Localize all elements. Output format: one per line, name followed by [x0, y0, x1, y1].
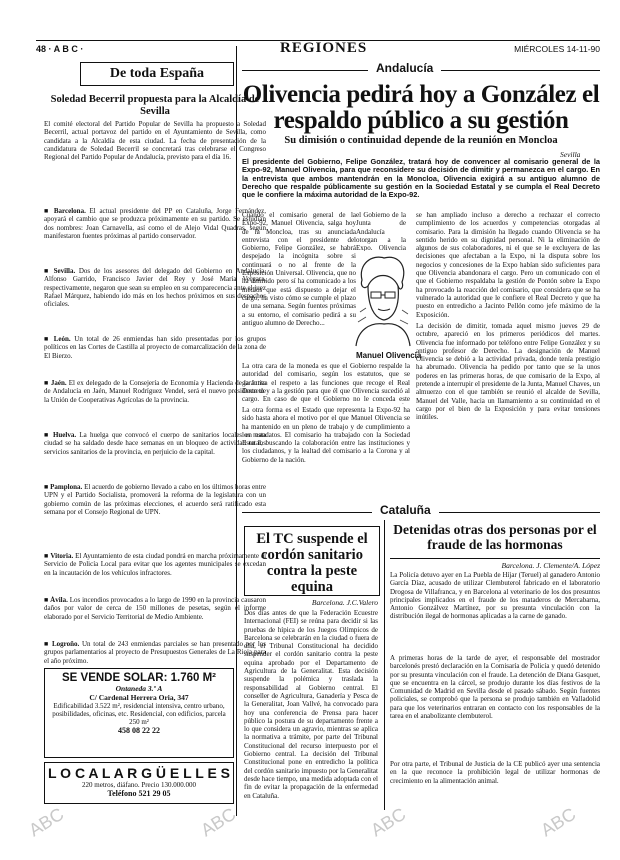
ad-phone: Teléfono 521 29 05 [107, 789, 171, 798]
article-column: Por otra parte, el Tribunal de Justicia de la CE publicó ayer una sentencia en la que reconoce la prohibición legal de utilizar hormonas de crecimiento en la alimentación animal. [390, 760, 600, 785]
portrait-mouth [378, 309, 390, 311]
issue-date: MIÉRCOLES 14-11-90 [514, 44, 600, 54]
ad-title: SE VENDE SOLAR: 1.760 M² [61, 672, 216, 684]
article-column: La otra cara de la moneda es que el Gobierno respalde la autoridad del comisario, según los estatutos, que se garantiza el respeto a las funciones que recoge el Real Decreto y a la gestión para que él que Olivencia sucedió al cargo. En caso de que el Gobierno no le conceda este [242, 362, 410, 404]
article-column: Dos días antes de que la Federación Ecuestre Internacional (FEI) se reúna para decidir si las pruebas de hípica de los Juegos Olímpicos de Barcelona se celebrarán en la ciudad o fuera de ella, el Tribunal Constitucional ha decidido suspender el cordón sanitario contra la peste equina aprobado por el Departamento de Agricultura de la Generalitat. Esta decisión suspende la polémica y traslada la responsabilidad al Gobierno central. El conseller de Agricultura, Ganadería y Pesca de la Generalitat, Joan Vallvé, ha convocado para hoy una conferencia de Prensa para hacer público la postura de su departamento frente a lo que considera un agravio, mientras se aplica la normativa a trámite, por parte del Tribunal Constitucional del recurso interpuesto por el Gobierno central. La decisión del Tribunal Constitucional pone en entredicho la política del cordón sanitario impuesto por la Generalitat desde hace tiempo, una medida adoptada con el fin de evitar la propagación de la enfermedad en Cataluña. [244, 609, 378, 800]
left-intro: El comité electoral del Partido Popular de Sevilla ha propuesto a Soledad Becerril, actual portavoz del partido en el Ayuntamiento de Sevilla, como candidata a la Alcaldía de esta ciudad. La fecha de presentación de la candidatura de Soledad Becerril se concretará tras celebrarse el Congreso Regional del Partido Popular de Andalucía, previsto para el día 16. [44, 120, 266, 162]
list-item: ■ Vitoria. El Ayuntamiento de esta ciudad pondrá en marcha próximamente el Servicio de Policía Local para evitar que los agentes municipales se excedan en la incautación de los vehículos infractores. [44, 552, 266, 577]
main-headline: Olivencia pedirá hoy a González el respaldo público a su gestión [242, 81, 600, 134]
article-column: La decisión de dimitir, tomada aquel mismo jueves 29 de octubre, apareció en los primeros periódicos del martes. Olivencia fue informado por teléfono entre Felipe González y su antiguo profesor de Derecho. La designación de Manuel Olivencia se debió a la actividad privada, donde tenía prestigio ha abrumado. Olivencia ha pedido por tanto que se la unos poderes en las primeras horas, de que comisario de la Expo, al pretende a interrupir el presidente de la Junta, Manuel Chaves, un almuerzo con el que también se reunió el alcalde de Sevilla, Manuel del Valle, hacia un llamamiento a su continuidad en el cargo por el bien de la Exposición y para evitar tensiones inútiles. [416, 322, 600, 422]
portrait-hair [361, 257, 403, 289]
watermark: ABC [25, 803, 68, 841]
list-item: ■ Ávila. Los incendios provocados a lo largo de 1990 en la provincia causaron daños por valor de cerca de 150 millones de pesetas, según el informe elaborado por el Servicio Territorial de Medio Ambiente. [44, 596, 266, 621]
portrait-glasses [371, 292, 395, 298]
article-column: La otra forma es el Estado que representa la Expo-92 ha sido hasta ahora el motivo por el que Manuel Olivencia se ha mantenido en un pleno de trabajo y de cumplimiento a los mandatos. El comisario ha trabajado con la Sociedad Estatal, buscando la colaboración entre las instituciones y los ciudadanos, y la lealtad del comisario a la Corona y al Gobierno de la nación. [242, 406, 410, 464]
article-column: A primeras horas de la tarde de ayer, el responsable del mostrador barcelonés prestó declaración en la Comisaría de Policía y quedó detenido por su presunta vinculación con el fraude. La detención de Diana Gasquet, que se encuentra en la cárcel, se produjo durante los días festivos de la Comunidad de Madrid en Sevilla desde el pasado sábado. Según fuentes policiales, se comprobó que la persona se produjo también en Valladolid para que los veterinarios entraran en contacto con los responsables de la tarea en el anabolizante clembuterol. [390, 654, 600, 721]
list-item: ■ Barcelona. El actual presidente del PP en Cataluña, Jorge Fernández, apoyará el cambio que se produzca próximamente en su partido. Se estudian dos nombres: Joan Carnavella, así como el de Alejo Vidal Quadras, según manifestaron fuentes próximas al partido conservador. [44, 207, 266, 240]
article-headline: Detenidas otras dos personas por el fraude de las hormonas [393, 522, 597, 552]
classified-ad [44, 668, 234, 758]
byline: Barcelona. J. Clemente/A. López [501, 561, 600, 570]
article-headline: El TC suspende el cordón sanitario contra la peste equina [256, 531, 368, 595]
watermark: ABC [537, 803, 580, 841]
section-box [80, 62, 234, 86]
article-column: La Policía detuvo ayer en La Puebla de Híjar (Teruel) al ganadero Antonio García Díaz, acusado de utilizar Clembuterol fabricado en el laboratorio Drogosa de Villafranca, y en Barcelona al veterinario de los dos presuntos principales implicados en el fraude de los mataderos de Mercabarna, Antonio Gonzálvez Martínez, por su presunta vinculación con la distribución ilegal de hormonas aplicadas a la carne de ganado. [390, 571, 600, 621]
list-item: ■ Huelva. La huelga que convocó el cuerpo de sanitarios locales en esta ciudad se ha saldado desde hace semanas en un bloqueo de actividad en los servicios sanitarios de la provincia, en perjuicio de la capital. [44, 431, 266, 456]
watermark: ABC [197, 803, 240, 841]
ad-title: L O C A L A R G Ü E L L E S [47, 765, 231, 781]
headline-box [244, 526, 380, 596]
ad-line: Ontaneda 3.º A [115, 684, 163, 693]
brief-list [44, 207, 266, 667]
list-item: ■ León. Un total de 26 enmiendas han sido presentadas por los grupos políticos en las Cortes de Castilla al proyecto de comarcalización de la zona de El Bierzo. [44, 335, 266, 360]
headline-box [390, 522, 600, 559]
main-headline-wrap [242, 82, 600, 134]
photo-caption: Manuel Olivencia [356, 351, 422, 360]
portrait-face [368, 286, 398, 320]
section-box-title: De toda España [109, 66, 205, 81]
list-item: ■ Jaén. El ex delegado de la Consejería de Economía y Hacienda de la Junta de Andalucía en Jaén, Manuel Rodríguez Vendel, será el nuevo presidente de la Unión de Cooperativas Agrícolas de la provincia. [44, 379, 266, 404]
page-header [36, 10, 600, 56]
portrait-illustration [352, 252, 412, 348]
article-column: se han ampliado incluso a derecho a rechazar el correcto cumplimiento de los acuerdos y competencias otorgadas al comisario. Para la dimisión ha llegado cuando Olivencia se ha sentido herido en su dignidad personal. Ni la eliminación de algunos de sus colaboradores, ni el que se le excluyera de las decisiones que afectaban a la Expo, ni la disputa sobre los negocios y concesiones de la Expo habían sido suficientes para que Olivencia abandonara el cargo. Pero un comunicado con el que el Gobierno respaldaba la gestión de Pontón sobre la Expo ha provocado la reacción del comisario, que considera que se ha vulnerado la autoridad que le confiere el Real Decreto y que ha puesto en entredicho a Jacinto Pellón como jefe máximo de la Exposición. [416, 211, 600, 319]
dateline-city: Sevilla [560, 150, 581, 159]
byline: Barcelona. J.C.Valero [311, 598, 378, 607]
ad-line: 220 metros, diáfano. Precio 130.000.000 [82, 781, 196, 789]
list-item: ■ Pamplona. El acuerdo de gobierno llevado a cabo en los últimos horas entre UPN y el Partido Socialista, promoverá la reforma de la legislatura con un gobierno común de las próximas elecciones, el acuerdo será ratificado esta semana por el Consejo Regional de UPN. [44, 483, 266, 516]
list-item: ■ Logroño. Un total de 243 enmiendas parciales se han presentado por los grupos parlamentarios al proyecto de Presupuestos Generales de La Rioja para el año próximo. [44, 640, 266, 665]
article-column: Cuando el comisario general de la Expo-92, Manuel Olivencia, salga hoy de la Moncloa, tras su anunciada entrevista con el presidente del Gobierno, Felipe González, se habrá despejado la incógnita sobre si continuará o no al frente de la Exposición Universal. Olivencia, que no ha dimitido pero sí ha comunicado a los medios que está dispuesto a dejar el cargo, ha visto cómo se cumple el plazo de una semana. Según fuentes próximas a su entorno, el comisario pedirá a su antiguo alumno de Derecho... [242, 211, 356, 327]
portrait-shoulders [356, 324, 410, 346]
subheadline: Su dimisión o continuidad depende de la reunión en Moncloa [284, 135, 558, 146]
region-tag: Andalucía [368, 61, 441, 75]
classified-ad [44, 762, 234, 804]
column-divider [384, 520, 385, 810]
section-title: REGIONES [280, 40, 368, 56]
ad-phone: 458 08 22 22 [118, 726, 160, 735]
left-headline: Soledad Becerril propuesta para la Alcaldía de Sevilla [50, 94, 260, 117]
page-label: 48 · A B C · [36, 44, 84, 54]
ad-body: Edificabilidad 3.522 m², residencial intensiva, centro urbano, posibilidades, oficinas, etc. Residencial, con edificios, parcela 250 m² [52, 702, 226, 726]
region-tag: Cataluña [372, 503, 439, 517]
list-item: ■ Sevilla. Dos de los asesores del delegado del Gobierno en Andalucía, Alfonso Garrido, Francisco Javier del Rey y José María Vergara, respectivamente, negaron que sean su empleo en su comparecencia ante el juez Rafael Márquez, habiendo ido más en los hechos próximos en sus despachos oficiales. [44, 267, 266, 309]
lead-paragraph: El presidente del Gobierno, Felipe González, tratará hoy de convencer al comisario general de la Expo-92, Manuel Olivencia, para que reconsidere su decisión de dimitir y permanezca en el cargo. En la entrevista que ambos mantendrán en la Moncloa, Olivencia exigirá a su antiguo alumno de Derecho que respalde públicamente su gestión en la Sociedad Estatal y se cumpla el Real Decreto que le confiere la máxima autoridad de la Expo-92. [242, 158, 600, 200]
article-column: el Gobierno de la Junta de Andalucía otorgan a la Expo. Olivencia [356, 211, 406, 251]
column-divider [236, 46, 237, 816]
ad-line: C/ Cardenal Herrera Oria, 347 [89, 693, 189, 702]
watermark: ABC [367, 803, 410, 841]
